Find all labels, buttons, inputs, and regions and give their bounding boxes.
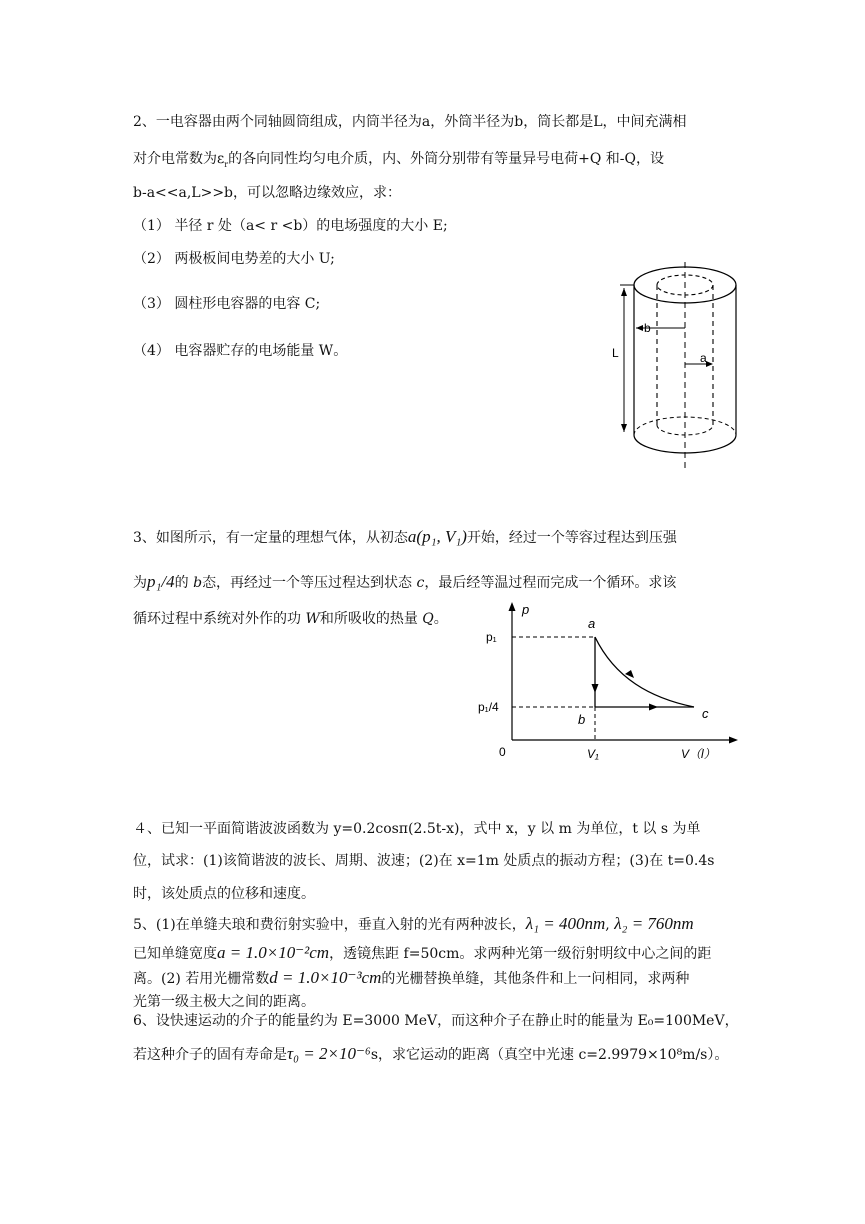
p3-l2-c: 态，再经过一个等压过程达到状态 — [202, 575, 413, 591]
p3-l2-b: 的 — [174, 575, 189, 591]
p2-q2: （2） 两极板间电势差的大小 U; — [133, 251, 335, 267]
p2-q4: （4） 电容器贮存的电场能量 W。 — [133, 343, 348, 359]
p5-l3-b: 的光栅替换单缝，其他条件和上一问相同，求两种 — [381, 971, 690, 987]
p5-l2-a: 已知单缝宽度 — [133, 946, 217, 962]
pv-point-a: a — [588, 616, 596, 631]
p3-line2 — [133, 573, 676, 592]
fig-label-a: a — [700, 351, 707, 365]
p6-line2 — [133, 1045, 728, 1064]
pv-tick-V1: V₁ — [587, 747, 599, 761]
p3-l1-b: 开始，经过一个等容过程达到压强 — [466, 530, 677, 546]
p3-l1-a: 3、如图所示，有一定量的理想气体，从初态 — [133, 530, 408, 546]
p5-l3-a: 离。(2) 若用光栅常数 — [133, 971, 270, 987]
pv-origin: 0 — [499, 745, 506, 759]
pv-axis-V: V（l） — [681, 747, 716, 761]
p3-l3-Q: Q — [422, 611, 434, 627]
p3-l2-cvar: c — [416, 575, 425, 591]
p5-grating-const: d = 1.0×10⁻³cm — [269, 968, 382, 987]
p2-q3: （3） 圆柱形电容器的电容 C; — [133, 296, 321, 312]
pv-diagram — [470, 598, 740, 770]
p5-lambda2: λ₂ = 760nm — [614, 914, 694, 933]
p2-line2-b: 的各向同性均匀电介质，内、外筒分别带有等量异号电荷+Q 和-Q，设 — [228, 151, 664, 167]
p5-slit-width: a = 1.0×10⁻²cm — [217, 943, 330, 962]
p3-l3-a: 循环过程中系统对外作的功 — [133, 611, 301, 627]
p3-l2-bvar: b — [193, 575, 203, 591]
p2-epsilon: ε — [217, 151, 225, 167]
pv-point-b: b — [578, 712, 586, 727]
p2-line3: b-a<<a,L>>b，可以忽略边缘效应，求： — [133, 185, 402, 201]
p3-l2-d: ，最后经等温过程而完成一个循环。求该 — [424, 575, 677, 591]
p5-line4: 光第一级主极大之间的距离。 — [133, 994, 315, 1010]
p2-line2 — [133, 150, 664, 174]
p3-l1-math: a(p₁, V₁) — [407, 527, 467, 546]
coaxial-cylinder-figure — [600, 260, 750, 475]
p3-line3 — [133, 610, 448, 628]
p3-l3-b: 和所吸收的热量 — [319, 611, 418, 627]
pv-axis-p: p — [522, 602, 530, 617]
fig-label-L: L — [612, 346, 619, 360]
p4-line2: 位，试求：(1)该简谐波的波长、周期、波速；(2)在 x=1m 处质点的振动方程；(3)在 t=0.4s — [133, 853, 715, 869]
p4-line1: ４、已知一平面简谐波波函数为 y=0.2cosπ(2.5t-x)，式中 x，y 以 m 为单位，t 以 s 为单 — [133, 821, 701, 837]
p3-l2-math: p₁/4 — [147, 572, 175, 591]
p2-line1: 2、一电容器由两个同轴圆筒组成，内筒半径为a，外筒半径为b，筒长都是L，中间充满相 — [133, 114, 687, 130]
p3-l3-c: 。 — [433, 611, 448, 627]
p5-lambda1: λ₁ = 400nm — [525, 914, 606, 933]
p3-l2-a: 为 — [133, 575, 147, 591]
p2-epsilon-sub: r — [224, 159, 229, 169]
p5-sep: , — [605, 917, 610, 933]
p5-line2 — [133, 944, 711, 963]
p2-q1: （1） 半径 r 处（a< r <b）的电场强度的大小 E; — [133, 218, 448, 234]
p6-l2-b: s，求它运动的距离（真空中光速 c=2.9979×10⁸m/s）。 — [370, 1047, 729, 1063]
p6-line1: 6、设快速运动的介子的能量约为 E=3000 MeV，而这种介子在静止时的能量为 E₀=100MeV， — [133, 1013, 739, 1029]
p6-l2-a: 若这种介子的固有寿命是 — [133, 1047, 287, 1063]
p2-line2-a: 对介电常数为 — [133, 151, 217, 167]
p5-l1-a: 5、(1)在单缝夫琅和费衍射实验中，垂直入射的光有两种波长， — [133, 917, 526, 933]
p4-line3: 时，该处质点的位移和速度。 — [133, 886, 315, 902]
p5-line1 — [133, 915, 694, 934]
p3-line1 — [133, 528, 677, 547]
p6-tau: τ₀ = 2×10⁻⁶ — [287, 1044, 371, 1063]
p5-line3 — [133, 969, 689, 988]
pv-point-c: c — [702, 706, 709, 721]
fig-label-b: b — [644, 321, 651, 335]
p5-l2-b: ，透镜焦距 f=50cm。求两种光第一级衍射明纹中心之间的距 — [329, 946, 712, 962]
p3-l3-W: W — [305, 611, 320, 627]
pv-tick-p1: p₁ — [486, 630, 497, 644]
pv-tick-p1-4: p₁/4 — [478, 700, 499, 714]
